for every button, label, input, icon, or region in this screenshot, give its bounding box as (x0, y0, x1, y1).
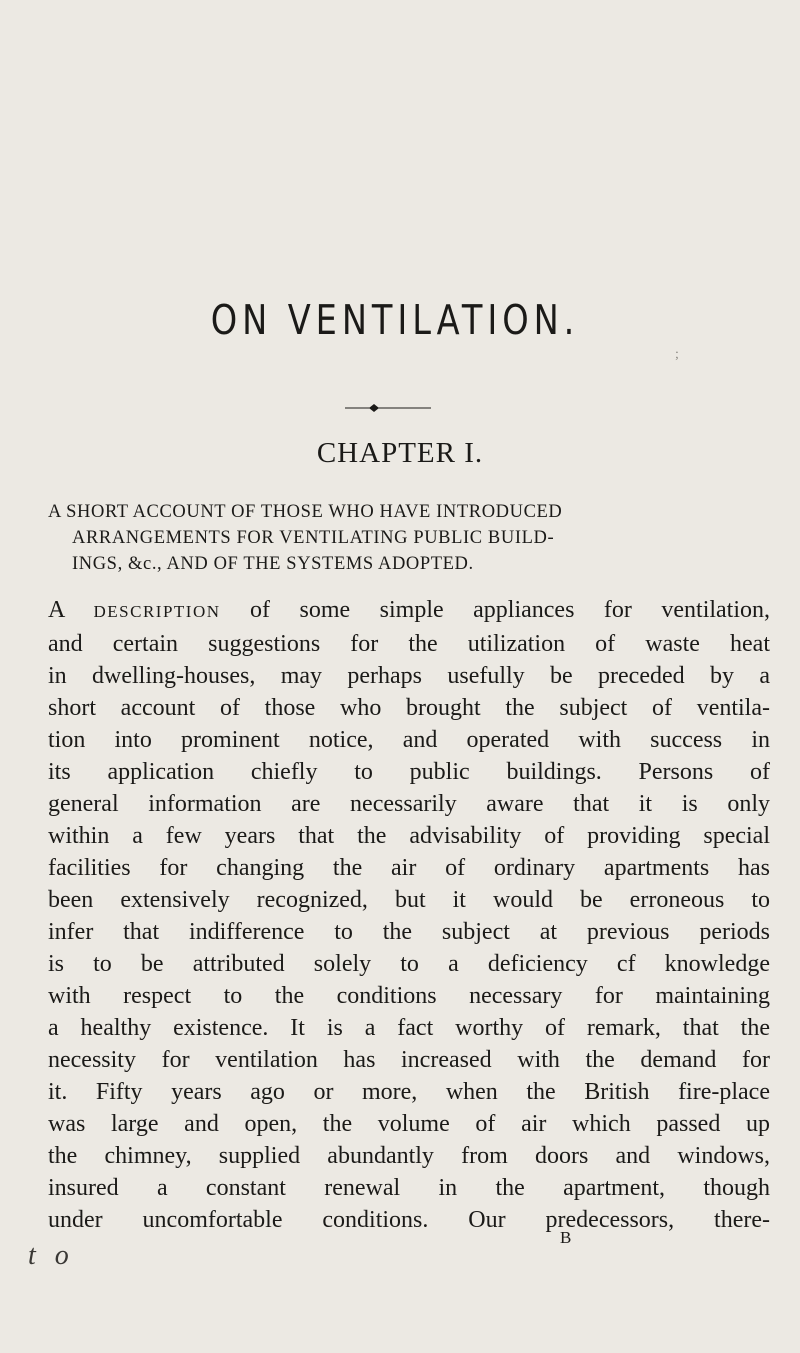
body-text (48, 594, 770, 1236)
body-line: it. Fifty years ago or more, when the British fire-place (48, 1079, 770, 1105)
signature-mark: B (560, 1228, 572, 1247)
body-line: general information are necessarily aware that it is only (48, 791, 770, 817)
opening-word: A (48, 597, 65, 623)
body-line: was large and open, the volume of air which passed up (48, 1111, 770, 1137)
summary-line: INGS, &c., AND OF THE SYSTEMS ADOPTED. (72, 554, 474, 574)
body-line: infer that indifference to the subject at previous periods (48, 919, 770, 945)
opening-rest: of some simple appliances for ventilation, (220, 597, 771, 623)
body-line: necessity for ventilation has increased with the demand for (48, 1047, 770, 1073)
chapter-heading: CHAPTER I. (316, 437, 484, 469)
body-line: the chimney, supplied abundantly from doors and windows, (48, 1143, 770, 1169)
body-line: insured a constant renewal in the apartment, though (48, 1175, 770, 1201)
margin-scribble: t o (28, 1240, 75, 1271)
body-line: tion into prominent notice, and operated with success in (48, 727, 770, 753)
opening-smallcaps: DESCRIPTION (93, 602, 221, 621)
body-line: under uncomfortable conditions. Our predecessors, there- (48, 1207, 770, 1233)
body-line: short account of those who brought the subject of ventila- (48, 695, 770, 721)
summary-line: A SHORT ACCOUNT OF THOSE WHO HAVE INTRODUCED (48, 502, 563, 522)
summary-line: ARRANGEMENTS FOR VENTILATING PUBLIC BUILD- (72, 528, 555, 548)
diamond-rule-ornament (345, 403, 431, 413)
chapter-summary (48, 499, 768, 577)
body-line: its application chiefly to public buildings. Persons of (48, 759, 770, 785)
book-title: ON VENTILATION. (210, 296, 580, 344)
body-line: within a few years that the advisability of providing special (48, 823, 770, 849)
body-line: been extensively recognized, but it would be erroneous to (48, 887, 770, 913)
body-line: in dwelling-houses, may perhaps usefully be preceded by a (48, 663, 770, 689)
body-line: and certain suggestions for the utilization of waste heat (48, 631, 770, 657)
body-line: facilities for changing the air of ordinary apartments has (48, 855, 770, 881)
body-line: with respect to the conditions necessary for maintaining (48, 983, 770, 1009)
body-line-first (48, 594, 770, 628)
stray-mark: ; (675, 347, 679, 362)
body-line: is to be attributed solely to a deficiency cf knowledge (48, 951, 770, 977)
body-line: a healthy existence. It is a fact worthy of remark, that the (48, 1015, 770, 1041)
